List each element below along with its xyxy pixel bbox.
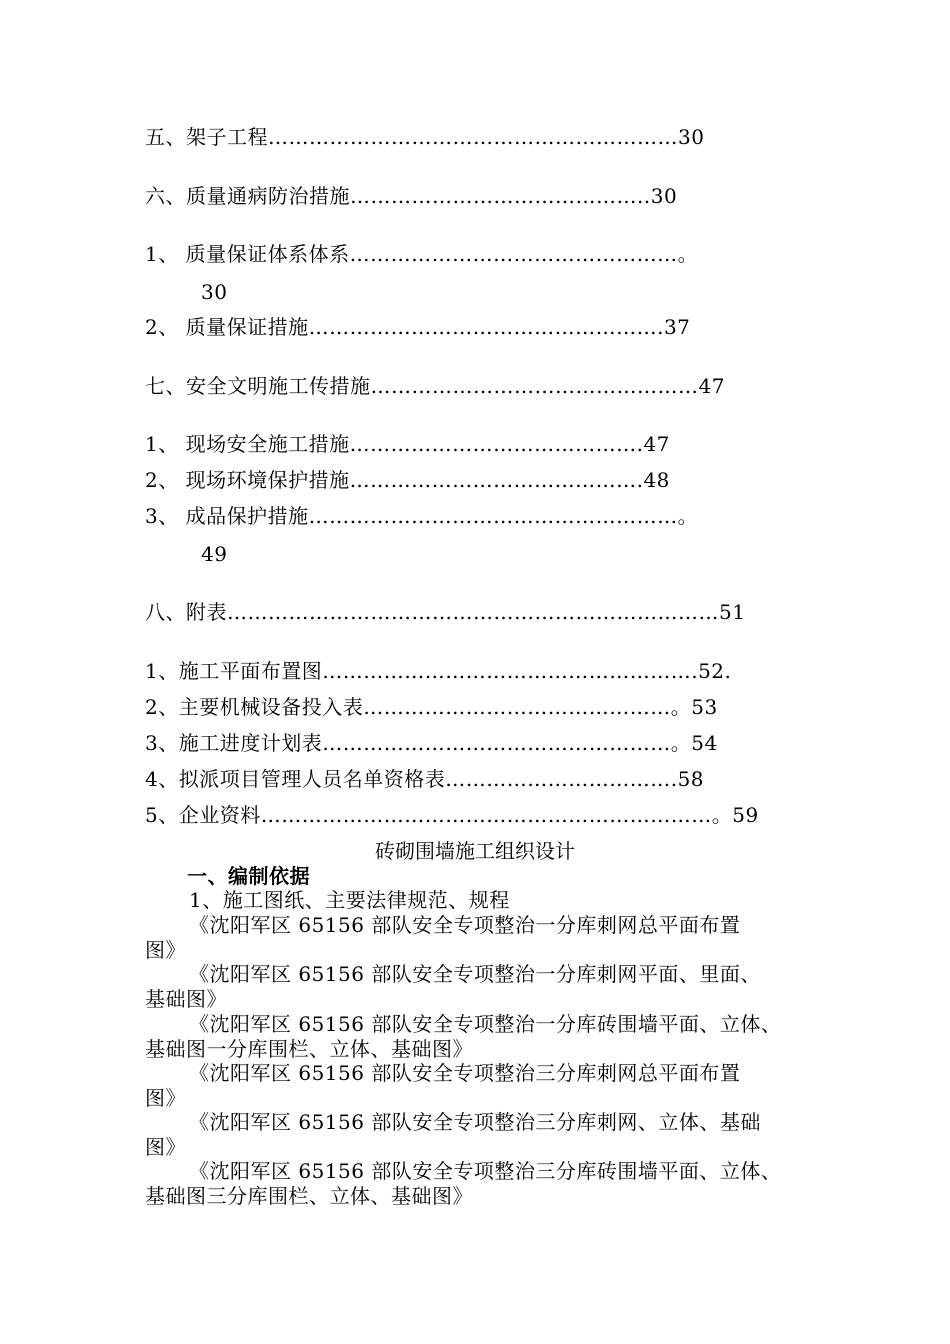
toc-item-7-2: 2、 现场环境保护措施…………………………………….48 — [145, 468, 670, 492]
reference-line: 《沈阳军区 65156 部队安全专项整治三分库刺网、立体、基础 — [189, 1110, 761, 1134]
reference-line-cont: 基础图三分库围栏、立体、基础图》 — [145, 1184, 473, 1208]
toc-item-8: 八、附表………………………………………………………………51 — [145, 600, 746, 624]
reference-line: 《沈阳军区 65156 部队安全专项整治一分库刺网平面、里面、 — [189, 962, 761, 986]
toc-item-6: 六、质量通病防治措施……………………………………..30 — [145, 184, 678, 208]
toc-item-5: 五、架子工程……………………………………………………30 — [145, 125, 705, 149]
reference-line-cont: 图》 — [145, 1135, 186, 1159]
toc-item-7-3: 3、 成品保护措施………………………………………………。 — [145, 504, 699, 528]
reference-line-cont: 基础图》 — [145, 987, 227, 1011]
reference-line-cont: 图》 — [145, 1086, 186, 1110]
toc-item-7: 七、安全文明施工传措施…………………………………………47 — [145, 374, 725, 398]
section-heading: 一、编制依据 — [187, 864, 310, 888]
toc-item-6-1-page: 30 — [201, 280, 228, 304]
toc-item-8-3: 3、施工进度计划表……………………………………………。54 — [145, 731, 718, 755]
reference-line: 《沈阳军区 65156 部队安全专项整治一分库砖围墙平面、立体、 — [189, 1012, 782, 1036]
toc-item-6-1: 1、 质量保证体系体系…………………………………………。 — [145, 242, 699, 266]
toc-item-6-2: 2、 质量保证措施…………………………………………….37 — [145, 315, 691, 339]
subsection-heading: 1、施工图纸、主要法律规范、规程 — [189, 888, 510, 912]
toc-item-8-5: 5、企业资料…………………………………………………………。59 — [145, 803, 759, 827]
toc-item-7-1: 1、 现场安全施工措施…………………………………….47 — [145, 432, 670, 456]
reference-line-cont: 图》 — [145, 938, 186, 962]
reference-line: 《沈阳军区 65156 部队安全专项整治三分库砖围墙平面、立体、 — [189, 1159, 782, 1183]
toc-item-8-4: 4、拟派项目管理人员名单资格表…………………………….58 — [145, 767, 705, 791]
document-title: 砖砌围墙施工组织设计 — [375, 839, 575, 863]
toc-item-8-2: 2、主要机械设备投入表………………………………………。53 — [145, 695, 718, 719]
toc-item-7-3-page: 49 — [201, 542, 228, 566]
reference-line-cont: 基础图一分库围栏、立体、基础图》 — [145, 1037, 473, 1061]
reference-line: 《沈阳军区 65156 部队安全专项整治三分库刺网总平面布置 — [189, 1061, 741, 1085]
reference-line: 《沈阳军区 65156 部队安全专项整治一分库刺网总平面布置 — [189, 913, 741, 937]
toc-item-8-1: 1、施工平面布置图……………………………………………….52. — [145, 659, 732, 683]
